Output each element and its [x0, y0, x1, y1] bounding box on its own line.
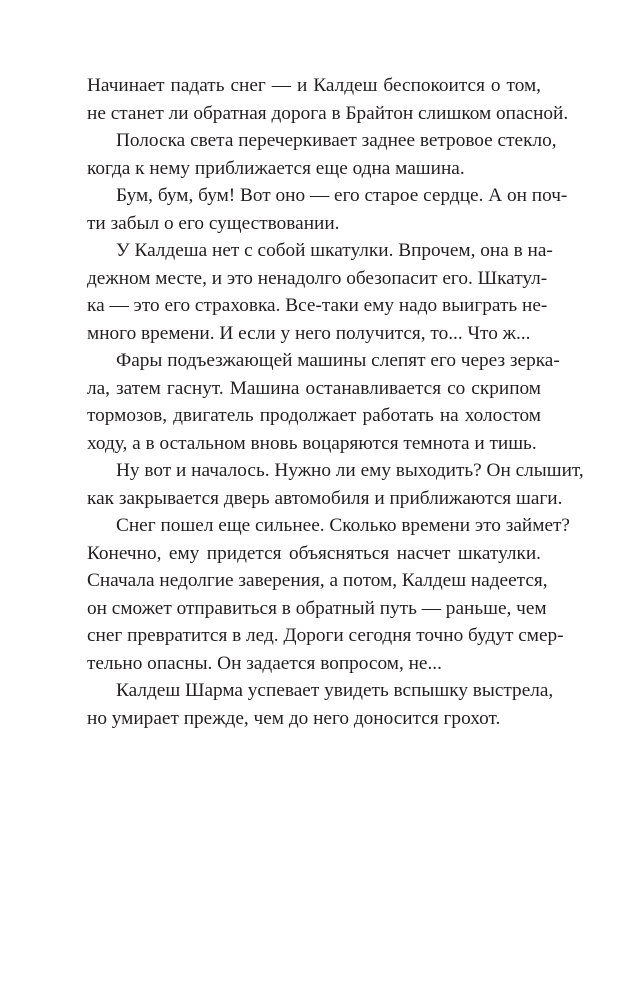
text-line: Бум, бум, бум! Вот оно — его старое сердце. А он поч- [116, 185, 568, 206]
text-line: много времени. И если у него получится, то... Что ж... [87, 322, 531, 344]
text-line: Фары подъезжающей машины слепят его через зерка- [116, 350, 560, 371]
text-line: Полоска света перечеркивает заднее ветровое стекло, [116, 130, 557, 151]
paragraph [87, 182, 568, 237]
text-line: Сначала недолгие заверения, а потом, Калдеш надеется, [87, 570, 548, 591]
paragraph [87, 127, 557, 182]
text-line: когда к нему приближается еще одна машина. [87, 157, 465, 179]
text-line: Калдеш Шарма успевает увидеть вспышку выстрела, [116, 680, 554, 701]
text-line: не станет ли обратная дорога в Брайтон слишком опасной. [87, 102, 569, 124]
text-line: ти забыл о его существовании. [87, 212, 340, 234]
text-line: Начинает падать снег — и Калдеш беспокоится о том, [87, 75, 541, 96]
text-line: снег превратится в лед. Дороги сегодня точно будут смер- [87, 625, 564, 646]
text-line: тормозов, двигатель продолжает работать на холостом [87, 405, 541, 426]
paragraph [87, 72, 569, 127]
text-line: У Калдеша нет с собой шкатулки. Впрочем, она в на- [116, 240, 553, 261]
paragraph [87, 677, 554, 732]
text-line: он сможет отправиться в обратный путь — раньше, чем [87, 597, 547, 619]
text-line: дежном месте, и это ненадолго обезопасит его. Шкатул- [87, 267, 548, 289]
paragraph [87, 457, 584, 512]
text-line: ходу, а в остальном вновь воцаряются темнота и тишь. [87, 432, 537, 454]
body-text [87, 72, 584, 732]
text-line: ла, затем гаснут. Машина останавливается со скрипом [87, 377, 541, 399]
paragraph [87, 237, 553, 347]
text-line: ка — это его страховка. Все-таки ему надо выиграть не- [87, 295, 548, 316]
text-line: Ну вот и началось. Нужно ли ему выходить? Он слышит, [116, 460, 584, 481]
text-line: как закрывается дверь автомобиля и приближаются шаги. [87, 487, 563, 509]
text-line: Снег пошел еще сильнее. Сколько времени это займет? [116, 515, 570, 536]
paragraph [87, 347, 560, 457]
text-line: но умирает прежде, чем до него доносится грохот. [87, 707, 501, 729]
text-line: Конечно, ему придется объясняться насчет шкатулки. [87, 542, 541, 564]
paragraph [87, 512, 570, 677]
text-line: тельно опасны. Он задается вопросом, не... [87, 652, 442, 674]
